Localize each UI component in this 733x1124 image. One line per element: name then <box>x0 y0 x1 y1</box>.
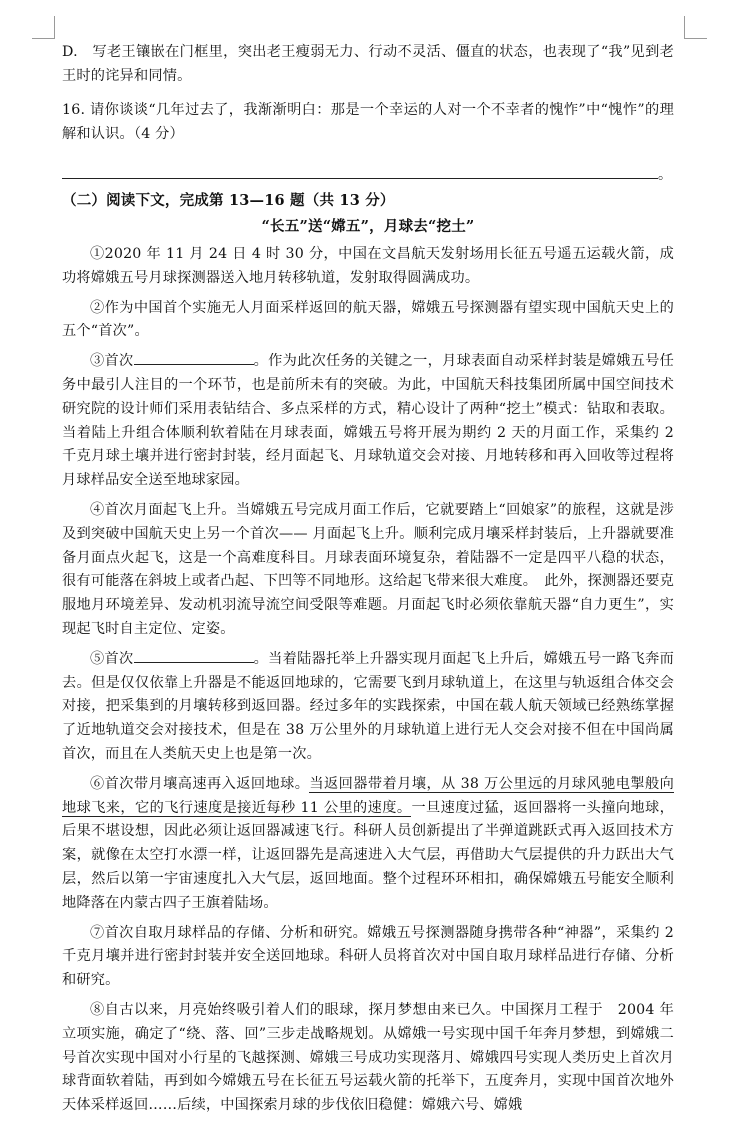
paragraph-5-body: 。当着陆器托举上升器实现月面起飞上升后，嫦娥五号一路飞奔而去。但是仅仅依靠上升器是不能返回地球的，它需要飞到月球轨道上，在这里与轨返组合体交会对接，把采集到的月壤转移到返回器。经过多年的实践探索，中国在载人航天领域已经熟练掌握了近地轨道交会对接技术，但是在 38 万公里外的月球轨道上进行无人交会对接不但在中国尚属首次，而且在人类航天史上也是第一次。 <box>62 650 674 762</box>
section-heading: （二）阅读下文，完成第 13—16 题（共 13 分） <box>62 192 395 209</box>
question-16: 16. 请你谈谈“几年过去了，我渐渐明白：那是一个幸运的人对一个不幸者的愧怍”中“愧怍”的理解和认识。（4 分） <box>62 102 674 142</box>
fill-blank-1[interactable] <box>134 350 254 365</box>
paragraph-6-body: 一旦速度过猛，返回器将一头撞向地球，后果不堪设想，因此必须让返回器减速飞行。科研人员创新提出了半弹道跳跃式再入返回技术方案，就像在太空打水漂一样，让返回器先是高速进入大气层，再借助大气层提供的升力跃出大气层，然后以第一宇宙速度扎入大气层，返回地面。整个过程环环相扣，确保嫦娥五号能安全顺利地降落在内蒙古四子王旗着陆场。 <box>62 799 674 911</box>
paragraph-4: ④首次月面起飞上升。当嫦娥五号完成月面工作后，它就要踏上“回娘家”的旅程，这就是涉及到突破中国航天史上另一个首次—— 月面起飞上升。顺利完成月壤采样封装后，上升器就要准备月面点火起飞，这是一个高难度科目。月球表面环境复杂，着陆器不一定是四平八稳的状态，很有可能落在斜坡上或者凸起、下凹等不同地形。这给起飞带来很大难度。 此外，探测器还要克服地月环境差异、发动机羽流导流空间受限等难题。月面起飞时必须依靠航天器“自力更生”，实现起飞时自主定位、定姿。 <box>62 501 674 637</box>
crop-mark-top-left <box>32 16 55 39</box>
underlined-sentence: 当返回器带着月壤，从 38 万公里远的月球风驰电掣般向地球飞来，它的飞行速度是接近每秒 11 公里的速度。 <box>62 775 674 816</box>
document-page <box>62 40 674 1124</box>
crop-mark-top-right <box>684 16 707 39</box>
answer-line[interactable] <box>62 152 672 183</box>
option-d: D. 写老王镶嵌在门框里，突出老王瘦弱无力、行动不灵活、僵直的状态，也表现了“我”见到老王时的诧异和同情。 <box>62 44 674 84</box>
paragraph-6-lead: ⑥首次带月壤高速再入返回地球。 <box>90 775 310 792</box>
article-title: “长五”送“嫦五”，月球去“挖土” <box>261 218 475 235</box>
paragraph-2: ②作为中国首个实施无人月面采样返回的航天器，嫦娥五号探测器有望实现中国航天史上的五个“首次”。 <box>62 299 674 340</box>
paragraph-3-lead: ③首次 <box>90 353 134 370</box>
paragraph-5-lead: ⑤首次 <box>90 650 134 667</box>
paragraph-5 <box>62 648 674 767</box>
fill-blank-2[interactable] <box>134 648 254 663</box>
paragraph-3 <box>62 350 674 493</box>
paragraph-3-body: 。作为此次任务的关键之一，月球表面自动采样封装是嫦娥五号任务中最引人注目的一个环节，也是前所未有的突破。为此，中国航天科技集团所属中国空间技术研究院的设计师们采用表钻结合、多点采样的方式，精心设计了两种“挖土”模式：钻取和表取。当着陆上升组合体顺利软着陆在月球表面，嫦娥五号将开展为期约 2 天的月面工作，采集约 2 千克月球土壤并进行密封封装，经月面起飞、月球轨道交会对接、月地转移和再入回收等过程将月球样品安全送至地球家园。 <box>62 353 674 489</box>
paragraph-8: ⑧自古以来，月亮始终吸引着人们的眼球，探月梦想由来已久。中国探月工程于 2004 年立项实施，确定了“绕、落、回”三步走战略规划。从嫦娥一号实现中国千年奔月梦想，到嫦娥二号首次实现中国对小行星的飞越探测、嫦娥三号成功实现落月、嫦娥四号实现人类历史上首次月球背面软着陆，再到如今嫦娥五号在长征五号运载火箭的托举下，五度奔月，实现中国首次地外天体采样返回……后续，中国探索月球的步伐依旧稳健：嫦娥六号、嫦娥 <box>62 1001 674 1114</box>
paragraph-7: ⑦首次自取月球样品的存储、分析和研究。嫦娥五号探测器随身携带各种“神器”，采集约 2 千克月壤并进行密封封装并安全送回地球。科研人员将首次对中国自取月球样品进行存储、分析和研究。 <box>62 924 674 989</box>
paragraph-6 <box>62 773 674 916</box>
paragraph-1: ①2020 年 11 月 24 日 4 时 30 分，中国在文昌航天发射场用长征五号遥五运载火箭，成功将嫦娥五号月球探测器送入地月转移轨道，发射取得圆满成功。 <box>62 246 674 286</box>
answer-line-end: 。 <box>658 167 672 183</box>
